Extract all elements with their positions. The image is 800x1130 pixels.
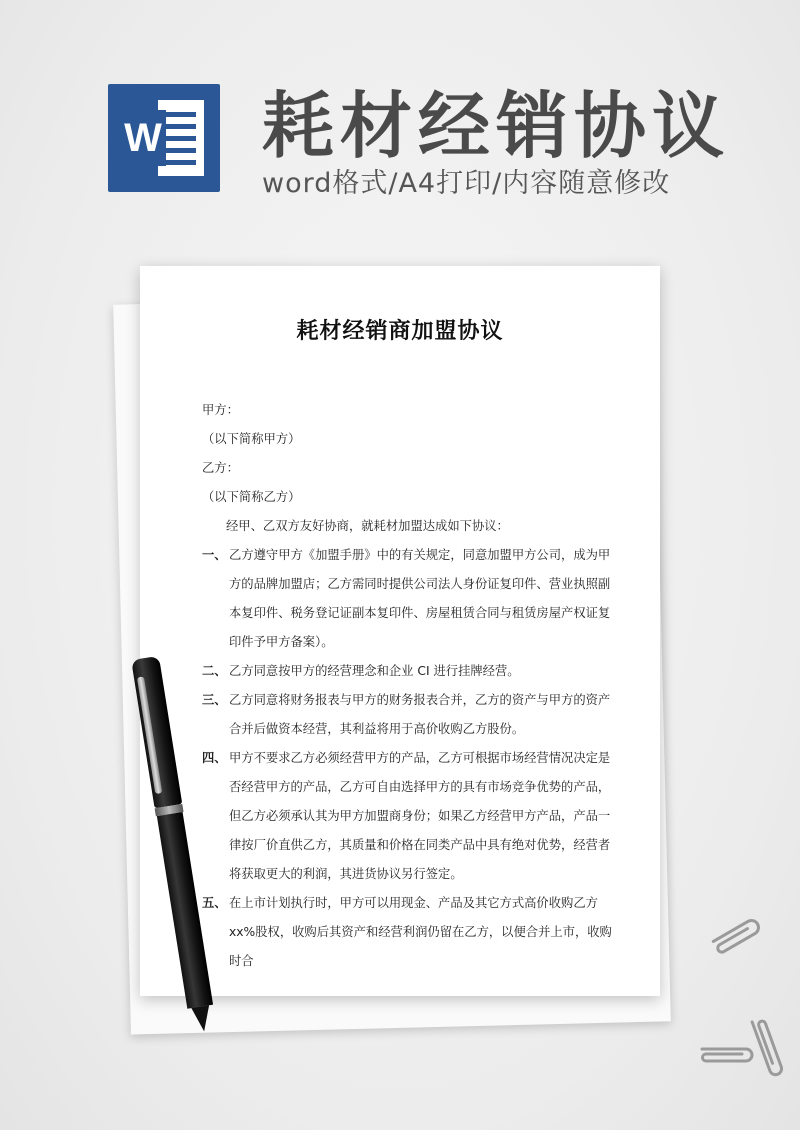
- clause-2: [202, 657, 614, 686]
- document-body: [202, 396, 614, 976]
- clause-4: [202, 744, 614, 889]
- clause-3: [202, 686, 614, 744]
- clause-number: 四、: [202, 751, 227, 765]
- page-subtitle: word格式/A4打印/内容随意修改: [262, 168, 671, 199]
- party-a-note: （以下简称甲方）: [202, 432, 301, 446]
- paperclip-icon: [700, 912, 770, 962]
- clause-text: 乙方遵守甲方《加盟手册》中的有关规定，同意加盟甲方公司，成为甲方的品牌加盟店；乙方需同时提供公司法人身份证复印件、营业执照副本复印件、税务登记证副本复印件、房屋租赁合同与租赁房屋产权证复印件予甲方备案）。: [229, 548, 611, 649]
- clause-number: 二、: [202, 664, 227, 678]
- clause-number: 一、: [202, 548, 227, 562]
- clause-number: 三、: [202, 693, 227, 707]
- party-b-note: （以下简称乙方）: [202, 490, 301, 504]
- clause-text: 在上市计划执行时，甲方可以用现金、产品及其它方式高价收购乙方 xx%股权，收购后其资产和经营利润仍留在乙方，以便合并上市，收购时合: [229, 896, 612, 968]
- document-page: [140, 266, 660, 996]
- clause-text: 甲方不要求乙方必须经营甲方的产品，乙方可根据市场经营情况决定是否经营甲方的产品，乙方可自由选择甲方的具有市场竞争优势的产品，但乙方必须承认其为甲方加盟商身份；如果乙方经营甲方产品，产品一律按厂价直供乙方，其质量和价格在同类产品中具有绝对优势，经营者将获取更大的利润，其进货协议另行签定。: [229, 751, 611, 881]
- clause-text: 乙方同意将财务报表与甲方的财务报表合并，乙方的资产与甲方的资产合并后做资本经营，其利益将用于高价收购乙方股份。: [229, 693, 611, 736]
- document-title: 耗材经销商加盟协议: [296, 319, 504, 344]
- clause-5: [202, 889, 614, 976]
- party-b-label: 乙方：: [202, 461, 239, 475]
- clause-number: 五、: [202, 896, 227, 910]
- word-logo-letter: W: [120, 110, 166, 166]
- clause-text: 乙方同意按甲方的经营理念和企业 CI 进行挂牌经营。: [229, 664, 520, 678]
- paperclip-icon: [748, 1008, 788, 1088]
- page-title: 耗材经销协议: [262, 84, 731, 168]
- word-logo-icon: [108, 84, 220, 192]
- clause-1: [202, 541, 614, 657]
- party-a-label: 甲方：: [202, 403, 239, 417]
- intro-paragraph: 经甲、乙双方友好协商，就耗材加盟达成如下协议：: [226, 519, 509, 533]
